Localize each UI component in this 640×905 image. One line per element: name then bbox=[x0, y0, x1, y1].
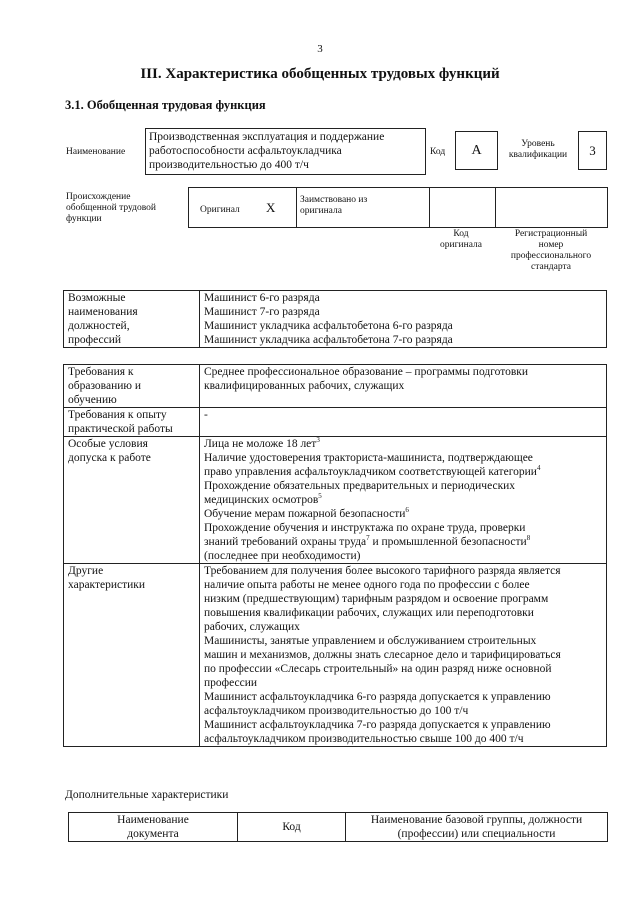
registration-number-caption bbox=[494, 229, 608, 273]
special-conditions-label-line: допуска к работе bbox=[68, 452, 151, 464]
special-condition-line bbox=[204, 465, 602, 479]
special-condition-text: право управления асфальтоукладчиком соответствующей категории bbox=[204, 466, 537, 478]
experience-label-cell bbox=[64, 408, 200, 437]
divider bbox=[429, 188, 430, 227]
experience-value-cell: - bbox=[200, 408, 607, 437]
origin-table bbox=[188, 187, 608, 228]
column-header-line: (профессии) или специальности bbox=[397, 828, 556, 840]
positions-table bbox=[63, 290, 607, 348]
special-condition-line: Прохождение обязательных предварительных и периодических bbox=[204, 480, 516, 492]
positions-list-cell bbox=[200, 291, 607, 348]
other-characteristic-line: Машинисты, занятые управлением и обслуживанием строительных bbox=[204, 635, 537, 647]
education-label-line: обучению bbox=[68, 394, 117, 406]
special-condition-line: Наличие удостоверения тракториста-машиниста, подтверждающее bbox=[204, 452, 533, 464]
function-name-line: работоспособности асфальтоукладчика bbox=[149, 145, 342, 157]
other-characteristic-line: Машинист асфальтоукладчика 7-го разряда допускается к управлению bbox=[204, 719, 551, 731]
special-condition-line bbox=[204, 437, 602, 451]
code-label: Код bbox=[430, 147, 446, 157]
footnote-ref: 3 bbox=[316, 436, 320, 445]
special-condition-line bbox=[204, 535, 602, 549]
column-header-line: документа bbox=[127, 828, 179, 840]
column-header-document bbox=[69, 813, 238, 842]
section-title: III. Характеристика обобщенных трудовых функций bbox=[140, 66, 500, 82]
positions-label-line: наименования bbox=[68, 306, 138, 318]
other-characteristic-line: Машинист асфальтоукладчика 6-го разряда допускается к управлению bbox=[204, 691, 551, 703]
registration-number-caption-line: Регистрационный bbox=[514, 229, 588, 239]
footnote-ref: 7 bbox=[366, 534, 370, 543]
page-number: 3 bbox=[317, 43, 323, 55]
function-name-label: Наименование bbox=[66, 147, 126, 157]
original-code-caption bbox=[428, 229, 494, 251]
other-characteristics-label-cell bbox=[64, 564, 200, 747]
column-header-line: Наименование базовой группы, должности bbox=[370, 814, 583, 826]
other-characteristic-line: повышения квалификации рабочих, служащих или переподготовки bbox=[204, 607, 534, 619]
registration-number-caption-line: профессионального bbox=[510, 251, 592, 261]
borrowed-label bbox=[300, 195, 367, 217]
special-condition-text: медицинских осмотров bbox=[204, 494, 319, 506]
special-condition-line: (последнее при необходимости) bbox=[204, 550, 361, 562]
registration-number-caption-line: стандарта bbox=[531, 262, 571, 272]
qualification-level-label-line: квалификации bbox=[508, 150, 568, 160]
footnote-ref: 8 bbox=[526, 534, 531, 543]
education-label-cell bbox=[64, 365, 200, 408]
additional-characteristics-heading: Дополнительные характеристики bbox=[65, 789, 229, 801]
special-condition-line bbox=[204, 493, 602, 507]
table-row bbox=[64, 437, 607, 564]
function-name-line: производительностью до 400 т/ч bbox=[149, 159, 309, 171]
qualification-level-label-line: Уровень bbox=[521, 139, 555, 149]
requirements-table bbox=[63, 364, 607, 747]
table-row bbox=[64, 564, 607, 747]
other-characteristics-label-line: Другие bbox=[68, 565, 104, 577]
special-condition-text: и промышленной безопасности bbox=[369, 536, 527, 548]
origin-label-line: обобщенной трудовой bbox=[66, 203, 156, 213]
divider bbox=[495, 188, 496, 227]
footnote-ref: 5 bbox=[318, 492, 322, 501]
positions-label-line: должностей, bbox=[68, 320, 130, 332]
origin-label-line: функции bbox=[66, 214, 102, 224]
special-condition-text: Обучение мерам пожарной безопасности bbox=[204, 508, 406, 520]
original-label: Оригинал bbox=[200, 205, 240, 215]
special-conditions-label-line: Особые условия bbox=[68, 438, 148, 450]
positions-label-line: профессий bbox=[68, 334, 122, 346]
function-name-line: Производственная эксплуатация и поддержание bbox=[149, 131, 385, 143]
column-header-group bbox=[346, 813, 608, 842]
other-characteristic-line: рабочих, служащих bbox=[204, 621, 300, 633]
experience-label-line: Требования к опыту bbox=[68, 409, 167, 421]
education-line: квалифицированных рабочих, служащих bbox=[204, 380, 405, 392]
origin-label bbox=[66, 192, 156, 225]
divider bbox=[296, 188, 297, 227]
registration-number-caption-line: номер bbox=[538, 240, 564, 250]
position-item: Машинист 7-го разряда bbox=[204, 306, 320, 318]
table-row bbox=[64, 408, 607, 437]
special-condition-line: Прохождение обучения и инструктажа по охране труда, проверки bbox=[204, 522, 526, 534]
original-code-caption-line: оригинала bbox=[440, 240, 482, 250]
other-characteristic-line: наличие опыта работы не менее одного года по профессии с более bbox=[204, 579, 530, 591]
footnote-ref: 6 bbox=[405, 506, 409, 515]
special-condition-line bbox=[204, 507, 602, 521]
education-line: Среднее профессиональное образование – программы подготовки bbox=[204, 366, 529, 378]
experience-label-line: практической работы bbox=[68, 423, 173, 435]
qualification-level-label bbox=[502, 139, 574, 161]
other-characteristics-label-line: характеристики bbox=[68, 579, 146, 591]
positions-label-cell bbox=[64, 291, 200, 348]
table-row bbox=[64, 365, 607, 408]
other-characteristic-line: Требованием для получения более высокого тарифного разряда является bbox=[204, 565, 561, 577]
other-characteristic-line: асфальтоукладчиком производительностью до 100 т/ч bbox=[204, 705, 469, 717]
table-row bbox=[69, 813, 608, 842]
special-conditions-label-cell bbox=[64, 437, 200, 564]
education-label-line: образованию и bbox=[68, 380, 141, 392]
special-conditions-value-cell bbox=[200, 437, 607, 564]
subsection-title: 3.1. Обобщенная трудовая функция bbox=[65, 98, 266, 112]
other-characteristic-line: асфальтоукладчиком производительностью свыше 100 до 400 т/ч bbox=[204, 733, 524, 745]
other-characteristic-line: профессии bbox=[204, 677, 258, 689]
education-value-cell bbox=[200, 365, 607, 408]
column-header-code: Код bbox=[238, 813, 346, 842]
footnote-ref: 4 bbox=[536, 464, 541, 473]
other-characteristic-line: низким (предшествующим) тарифным разрядом и освоение программ bbox=[204, 593, 549, 605]
column-header-line: Наименование bbox=[117, 814, 189, 826]
positions-label-line: Возможные bbox=[68, 292, 126, 304]
qualification-level-value: 3 bbox=[578, 131, 607, 170]
borrowed-label-line: Заимствовано из bbox=[300, 195, 368, 205]
borrowed-label-line: оригинала bbox=[300, 206, 342, 216]
other-characteristic-line: по профессии «Слесарь строительный» на один разряд ниже основной bbox=[204, 663, 552, 675]
additional-characteristics-table bbox=[68, 812, 608, 842]
special-condition-text: Лица не моложе 18 лет bbox=[204, 438, 317, 450]
special-condition-text: знаний требований охраны труда bbox=[204, 536, 367, 548]
position-item: Машинист укладчика асфальтобетона 7-го разряда bbox=[204, 334, 453, 346]
position-item: Машинист укладчика асфальтобетона 6-го разряда bbox=[204, 320, 453, 332]
origin-label-line: Происхождение bbox=[66, 192, 131, 202]
original-code-caption-line: Код bbox=[453, 229, 469, 239]
other-characteristic-line: машин и механизмов, должны знать слесарное дело и тарифицироваться bbox=[204, 649, 561, 661]
other-characteristics-value-cell bbox=[200, 564, 607, 747]
table-row bbox=[64, 291, 607, 348]
function-name-box bbox=[145, 128, 426, 175]
original-mark: X bbox=[266, 200, 276, 215]
education-label-line: Требования к bbox=[68, 366, 134, 378]
code-value: А bbox=[455, 131, 498, 170]
position-item: Машинист 6-го разряда bbox=[204, 292, 320, 304]
